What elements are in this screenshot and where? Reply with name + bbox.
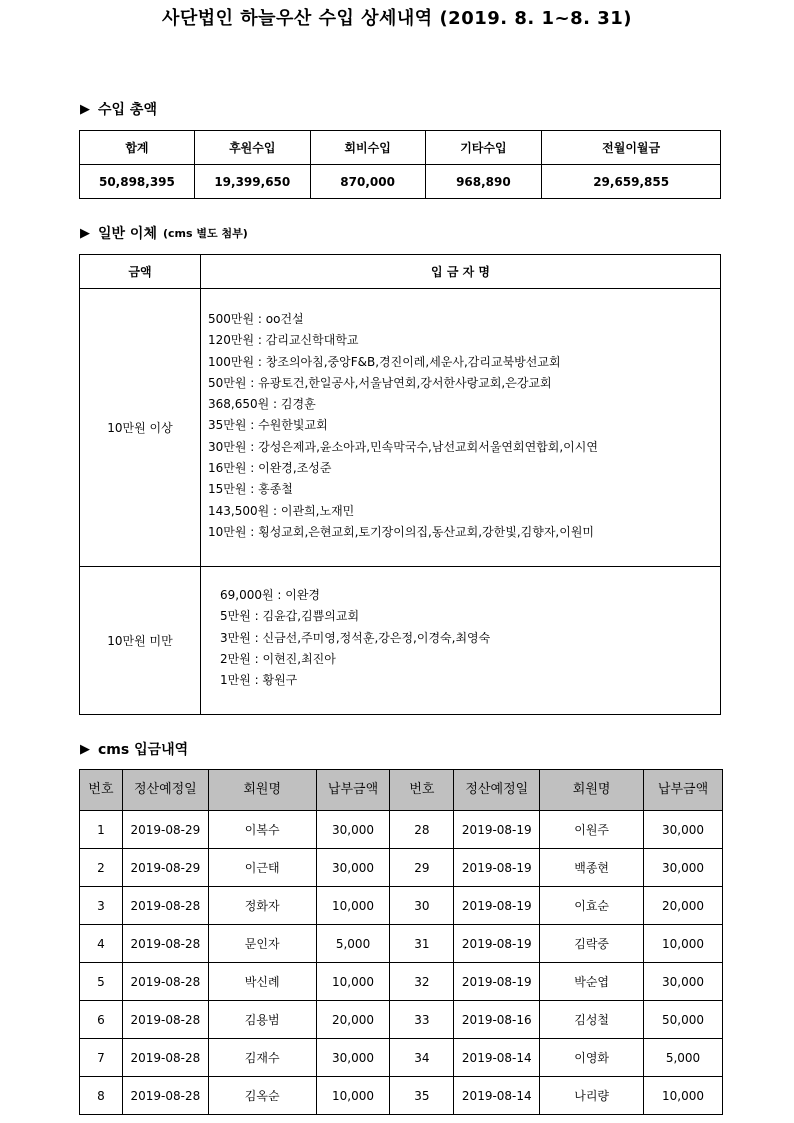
cms-header-cell: 회원명 bbox=[208, 770, 316, 811]
payment-amount-cell: 10,000 bbox=[316, 963, 390, 1001]
payment-amount-cell: 10,000 bbox=[644, 1077, 723, 1115]
cms-header-cell: 납부금액 bbox=[644, 770, 723, 811]
payment-amount-cell: 20,000 bbox=[644, 887, 723, 925]
member-name-cell: 박신례 bbox=[208, 963, 316, 1001]
cms-header-cell: 회원명 bbox=[540, 770, 644, 811]
general-heading-note: (cms 별도 첨부) bbox=[162, 227, 248, 240]
row-number-cell: 2 bbox=[80, 849, 123, 887]
cms-header-cell: 번호 bbox=[80, 770, 123, 811]
payment-amount-cell: 20,000 bbox=[316, 1001, 390, 1039]
depositor-column-header: 입 금 자 명 bbox=[201, 255, 721, 289]
summary-table bbox=[79, 130, 721, 199]
page-title: 사단법인 하늘우산 수입 상세내역 (2019. 8. 1~8. 31) bbox=[161, 8, 633, 29]
depositor-line: 16만원 : 이완경,조성준 bbox=[208, 461, 332, 476]
payment-amount-cell: 30,000 bbox=[316, 1039, 390, 1077]
table-row bbox=[80, 811, 723, 849]
settlement-date-cell: 2019-08-28 bbox=[122, 925, 208, 963]
amount-column-header: 금액 bbox=[80, 255, 201, 289]
depositor-line: 2만원 : 이현진,최진아 bbox=[220, 651, 336, 666]
settlement-date-cell: 2019-08-14 bbox=[454, 1039, 540, 1077]
payment-amount-cell: 30,000 bbox=[644, 811, 723, 849]
depositor-line: 100만원 : 창조의아침,중앙F&B,경진이레,세운사,감리교북방선교회 bbox=[208, 354, 561, 369]
under-100k-list bbox=[201, 567, 721, 715]
summary-header-row bbox=[80, 131, 721, 165]
payment-amount-cell: 50,000 bbox=[644, 1001, 723, 1039]
row-number-cell: 5 bbox=[80, 963, 123, 1001]
member-name-cell: 나리량 bbox=[540, 1077, 644, 1115]
settlement-date-cell: 2019-08-19 bbox=[454, 963, 540, 1001]
settlement-date-cell: 2019-08-28 bbox=[122, 1077, 208, 1115]
summary-header-cell: 전월이월금 bbox=[542, 131, 721, 165]
depositor-line: 3만원 : 신금선,주미영,정석훈,강은정,이경숙,최영숙 bbox=[220, 630, 491, 645]
row-number-cell: 3 bbox=[80, 887, 123, 925]
member-name-cell: 이효순 bbox=[540, 887, 644, 925]
depositor-line: 69,000원 : 이완경 bbox=[220, 588, 321, 602]
member-name-cell: 이근태 bbox=[208, 849, 316, 887]
settlement-date-cell: 2019-08-29 bbox=[122, 849, 208, 887]
cms-deposit-table bbox=[79, 769, 723, 1115]
payment-amount-cell: 10,000 bbox=[316, 887, 390, 925]
general-header-row bbox=[80, 255, 721, 289]
general-transfer-table bbox=[79, 254, 721, 715]
summary-value-cell: 29,659,855 bbox=[542, 165, 721, 199]
payment-amount-cell: 10,000 bbox=[644, 925, 723, 963]
triangle-bullet-icon: ▶ bbox=[80, 225, 90, 241]
row-number-cell: 28 bbox=[390, 811, 454, 849]
over-100k-lines bbox=[201, 289, 720, 543]
table-row bbox=[80, 887, 723, 925]
depositor-line: 143,500원 : 이관희,노재민 bbox=[208, 503, 355, 518]
settlement-date-cell: 2019-08-28 bbox=[122, 887, 208, 925]
under-100k-row bbox=[80, 567, 721, 715]
member-name-cell: 박순엽 bbox=[540, 963, 644, 1001]
depositor-line: 5만원 : 김윤갑,김쁨의교회 bbox=[220, 609, 360, 624]
member-name-cell: 김옥순 bbox=[208, 1077, 316, 1115]
cms-header-cell: 정산예정일 bbox=[122, 770, 208, 811]
triangle-bullet-icon: ▶ bbox=[80, 101, 90, 117]
member-name-cell: 김재수 bbox=[208, 1039, 316, 1077]
row-number-cell: 29 bbox=[390, 849, 454, 887]
summary-value-row bbox=[80, 165, 721, 199]
payment-amount-cell: 5,000 bbox=[644, 1039, 723, 1077]
member-name-cell: 정화자 bbox=[208, 887, 316, 925]
depositor-line: 15만원 : 홍종철 bbox=[208, 482, 293, 497]
settlement-date-cell: 2019-08-14 bbox=[454, 1077, 540, 1115]
row-number-cell: 35 bbox=[390, 1077, 454, 1115]
table-row bbox=[80, 849, 723, 887]
member-name-cell: 이원주 bbox=[540, 811, 644, 849]
payment-amount-cell: 5,000 bbox=[316, 925, 390, 963]
triangle-bullet-icon: ▶ bbox=[80, 741, 90, 757]
over-100k-list bbox=[201, 289, 721, 567]
row-number-cell: 34 bbox=[390, 1039, 454, 1077]
row-number-cell: 1 bbox=[80, 811, 123, 849]
table-row bbox=[80, 1001, 723, 1039]
depositor-line: 35만원 : 수원한빛교회 bbox=[208, 418, 328, 433]
cms-header-cell: 납부금액 bbox=[316, 770, 390, 811]
row-number-cell: 4 bbox=[80, 925, 123, 963]
member-name-cell: 이복수 bbox=[208, 811, 316, 849]
summary-header-cell: 합계 bbox=[80, 131, 195, 165]
payment-amount-cell: 10,000 bbox=[316, 1077, 390, 1115]
row-number-cell: 8 bbox=[80, 1077, 123, 1115]
summary-value-cell: 50,898,395 bbox=[80, 165, 195, 199]
settlement-date-cell: 2019-08-29 bbox=[122, 811, 208, 849]
cms-header-row bbox=[80, 770, 723, 811]
depositor-line: 10만원 : 횡성교회,은현교회,토기장이의집,동산교회,강한빛,김향자,이원미 bbox=[208, 524, 594, 539]
summary-header-cell: 후원수입 bbox=[194, 131, 310, 165]
row-number-cell: 33 bbox=[390, 1001, 454, 1039]
summary-heading bbox=[80, 99, 157, 119]
member-name-cell: 문인자 bbox=[208, 925, 316, 963]
member-name-cell: 백종현 bbox=[540, 849, 644, 887]
settlement-date-cell: 2019-08-19 bbox=[454, 925, 540, 963]
cms-header-cell: 번호 bbox=[390, 770, 454, 811]
depositor-line: 1만원 : 황원구 bbox=[220, 673, 298, 688]
payment-amount-cell: 30,000 bbox=[644, 963, 723, 1001]
depositor-line: 368,650원 : 김경훈 bbox=[208, 397, 316, 412]
table-row bbox=[80, 1077, 723, 1115]
row-number-cell: 7 bbox=[80, 1039, 123, 1077]
settlement-date-cell: 2019-08-19 bbox=[454, 887, 540, 925]
summary-header-cell: 회비수입 bbox=[310, 131, 425, 165]
cms-table-body bbox=[80, 811, 723, 1115]
payment-amount-cell: 30,000 bbox=[644, 849, 723, 887]
table-row bbox=[80, 963, 723, 1001]
depositor-line: 500만원 : oo건설 bbox=[208, 312, 304, 326]
cms-heading-text: cms 입금내역 bbox=[98, 742, 189, 758]
under-100k-lines bbox=[201, 567, 720, 691]
settlement-date-cell: 2019-08-28 bbox=[122, 1039, 208, 1077]
depositor-line: 50만원 : 유광토건,한일공사,서울남연회,강서한사랑교회,은강교회 bbox=[208, 375, 552, 390]
summary-heading-text: 수입 총액 bbox=[98, 102, 157, 118]
table-row bbox=[80, 1039, 723, 1077]
general-heading-text: 일반 이체 bbox=[98, 226, 157, 242]
row-number-cell: 30 bbox=[390, 887, 454, 925]
summary-value-cell: 968,890 bbox=[425, 165, 542, 199]
depositor-line: 30만원 : 강성은제과,윤소아과,민속막국수,남선교회서울연회연합회,이시연 bbox=[208, 439, 598, 454]
over-100k-row bbox=[80, 289, 721, 567]
depositor-line: 120만원 : 감리교신학대학교 bbox=[208, 333, 359, 348]
row-number-cell: 6 bbox=[80, 1001, 123, 1039]
cms-heading bbox=[80, 739, 188, 759]
row-number-cell: 31 bbox=[390, 925, 454, 963]
row-number-cell: 32 bbox=[390, 963, 454, 1001]
summary-value-cell: 870,000 bbox=[310, 165, 425, 199]
table-row bbox=[80, 925, 723, 963]
under-100k-label: 10만원 미만 bbox=[80, 567, 201, 715]
member-name-cell: 김락중 bbox=[540, 925, 644, 963]
payment-amount-cell: 30,000 bbox=[316, 849, 390, 887]
settlement-date-cell: 2019-08-19 bbox=[454, 849, 540, 887]
settlement-date-cell: 2019-08-19 bbox=[454, 811, 540, 849]
payment-amount-cell: 30,000 bbox=[316, 811, 390, 849]
over-100k-label: 10만원 이상 bbox=[80, 289, 201, 567]
member-name-cell: 이영화 bbox=[540, 1039, 644, 1077]
cms-header-cell: 정산예정일 bbox=[454, 770, 540, 811]
general-heading bbox=[80, 223, 248, 243]
summary-value-cell: 19,399,650 bbox=[194, 165, 310, 199]
settlement-date-cell: 2019-08-28 bbox=[122, 1001, 208, 1039]
summary-header-cell: 기타수입 bbox=[425, 131, 542, 165]
member-name-cell: 김용범 bbox=[208, 1001, 316, 1039]
settlement-date-cell: 2019-08-16 bbox=[454, 1001, 540, 1039]
member-name-cell: 김성철 bbox=[540, 1001, 644, 1039]
settlement-date-cell: 2019-08-28 bbox=[122, 963, 208, 1001]
